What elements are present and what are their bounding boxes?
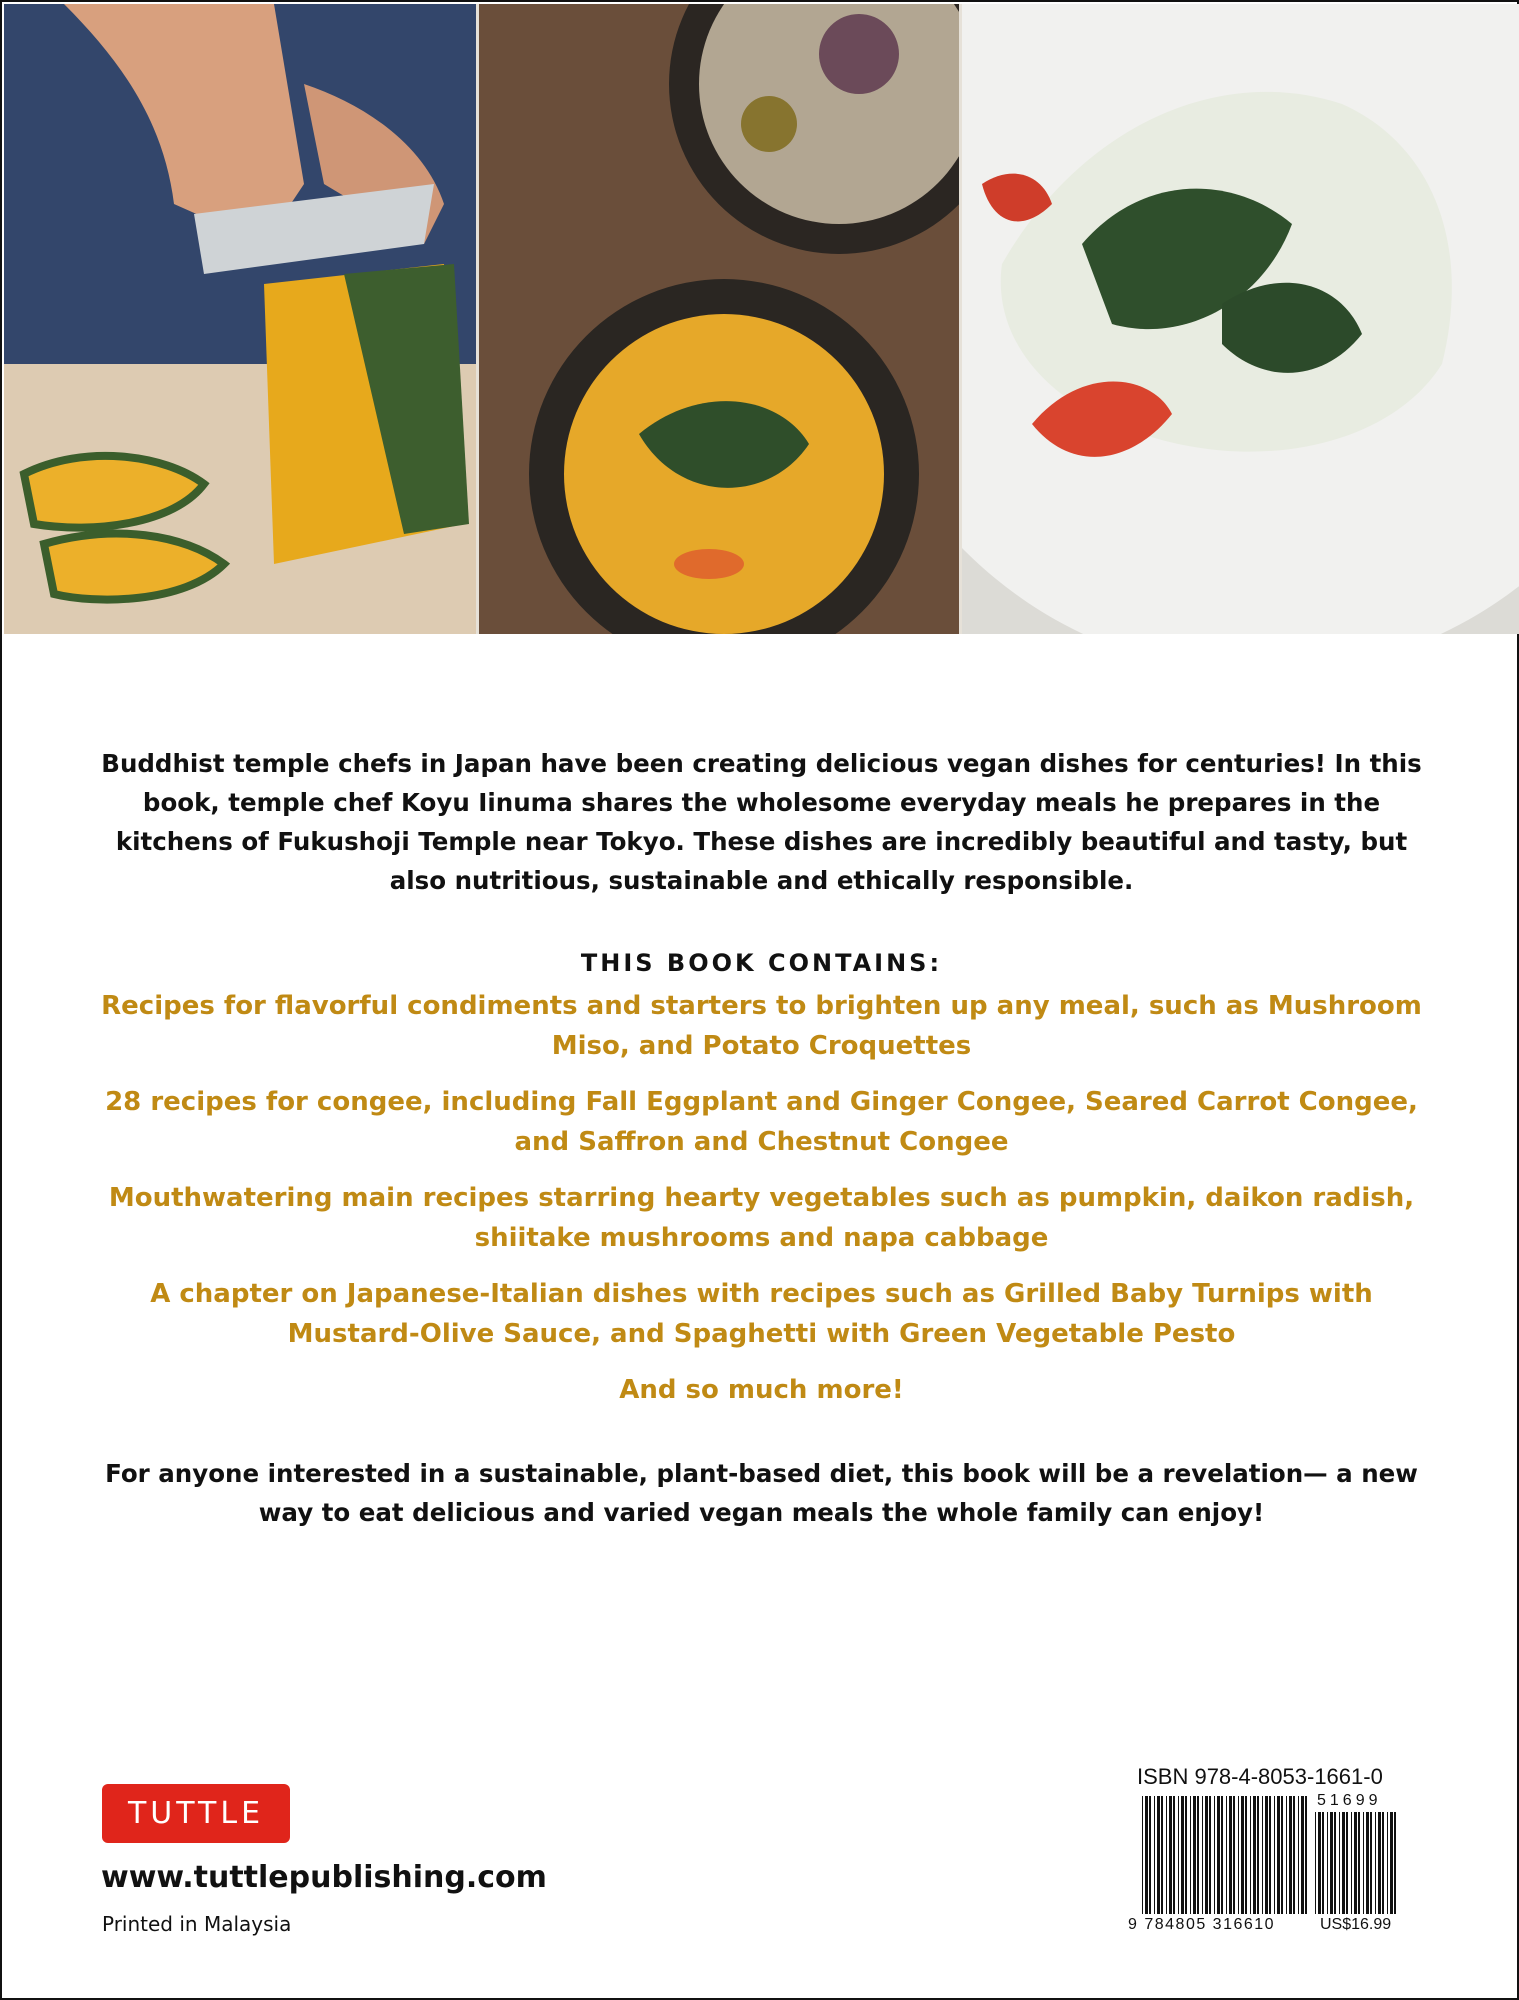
photo-strip bbox=[4, 4, 1519, 634]
contains-heading: THIS BOOK CONTAINS: bbox=[580, 949, 943, 977]
feature-item: And so much more! bbox=[619, 1375, 904, 1405]
feature-item: A chapter on Japanese-Italian dishes with recipes such as Grilled Baby Turnips with Mustard-Olive Sauce, and Spaghetti with Green Vegetable Pesto bbox=[150, 1279, 1373, 1349]
price-label: US$16.99 bbox=[1320, 1916, 1392, 1933]
description-block bbox=[2, 744, 1519, 1532]
barcode-addon-icon bbox=[1315, 1812, 1397, 1914]
isbn-label: ISBN 978-4-8053-1661-0 bbox=[1137, 1764, 1383, 1789]
photo-daikon-salad bbox=[962, 4, 1519, 634]
intro-paragraph: Buddhist temple chefs in Japan have been creating delicious vegan dishes for centuries! In this book, temple chef Koyu Iinuma shares the wholesome everyday meals he prepares in the kitchens of Fukushoji Temple near Tokyo. These dishes are incredibly beautiful and tasty, but also nutritious, sustainable and ethically responsible. bbox=[101, 749, 1422, 895]
barcode-icon bbox=[1142, 1796, 1310, 1914]
publisher-website[interactable]: www.tuttlepublishing.com bbox=[101, 1860, 547, 1895]
feature-item: Mouthwatering main recipes starring hearty vegetables such as pumpkin, daikon radish, shiitake mushrooms and napa cabbage bbox=[108, 1183, 1415, 1253]
addon-digits: 51699 bbox=[1317, 1792, 1382, 1809]
photo-congee-bowls bbox=[476, 4, 962, 634]
feature-item: Recipes for flavorful condiments and starters to brighten up any meal, such as Mushroom Miso, and Potato Croquettes bbox=[101, 991, 1422, 1061]
publisher-logo: TUTTLE bbox=[102, 1784, 290, 1843]
photo-cutting-pumpkin bbox=[4, 4, 476, 634]
barcode-digits: 9 784805 316610 bbox=[1128, 1916, 1276, 1933]
closing-paragraph: For anyone interested in a sustainable, plant-based diet, this book will be a revelation— a new way to eat delicious and varied vegan meals the whole family can enjoy! bbox=[105, 1459, 1418, 1527]
feature-item: 28 recipes for congee, including Fall Eggplant and Ginger Congee, Seared Carrot Congee, and Saffron and Chestnut Congee bbox=[105, 1087, 1418, 1157]
printed-in: Printed in Malaysia bbox=[102, 1912, 292, 1936]
